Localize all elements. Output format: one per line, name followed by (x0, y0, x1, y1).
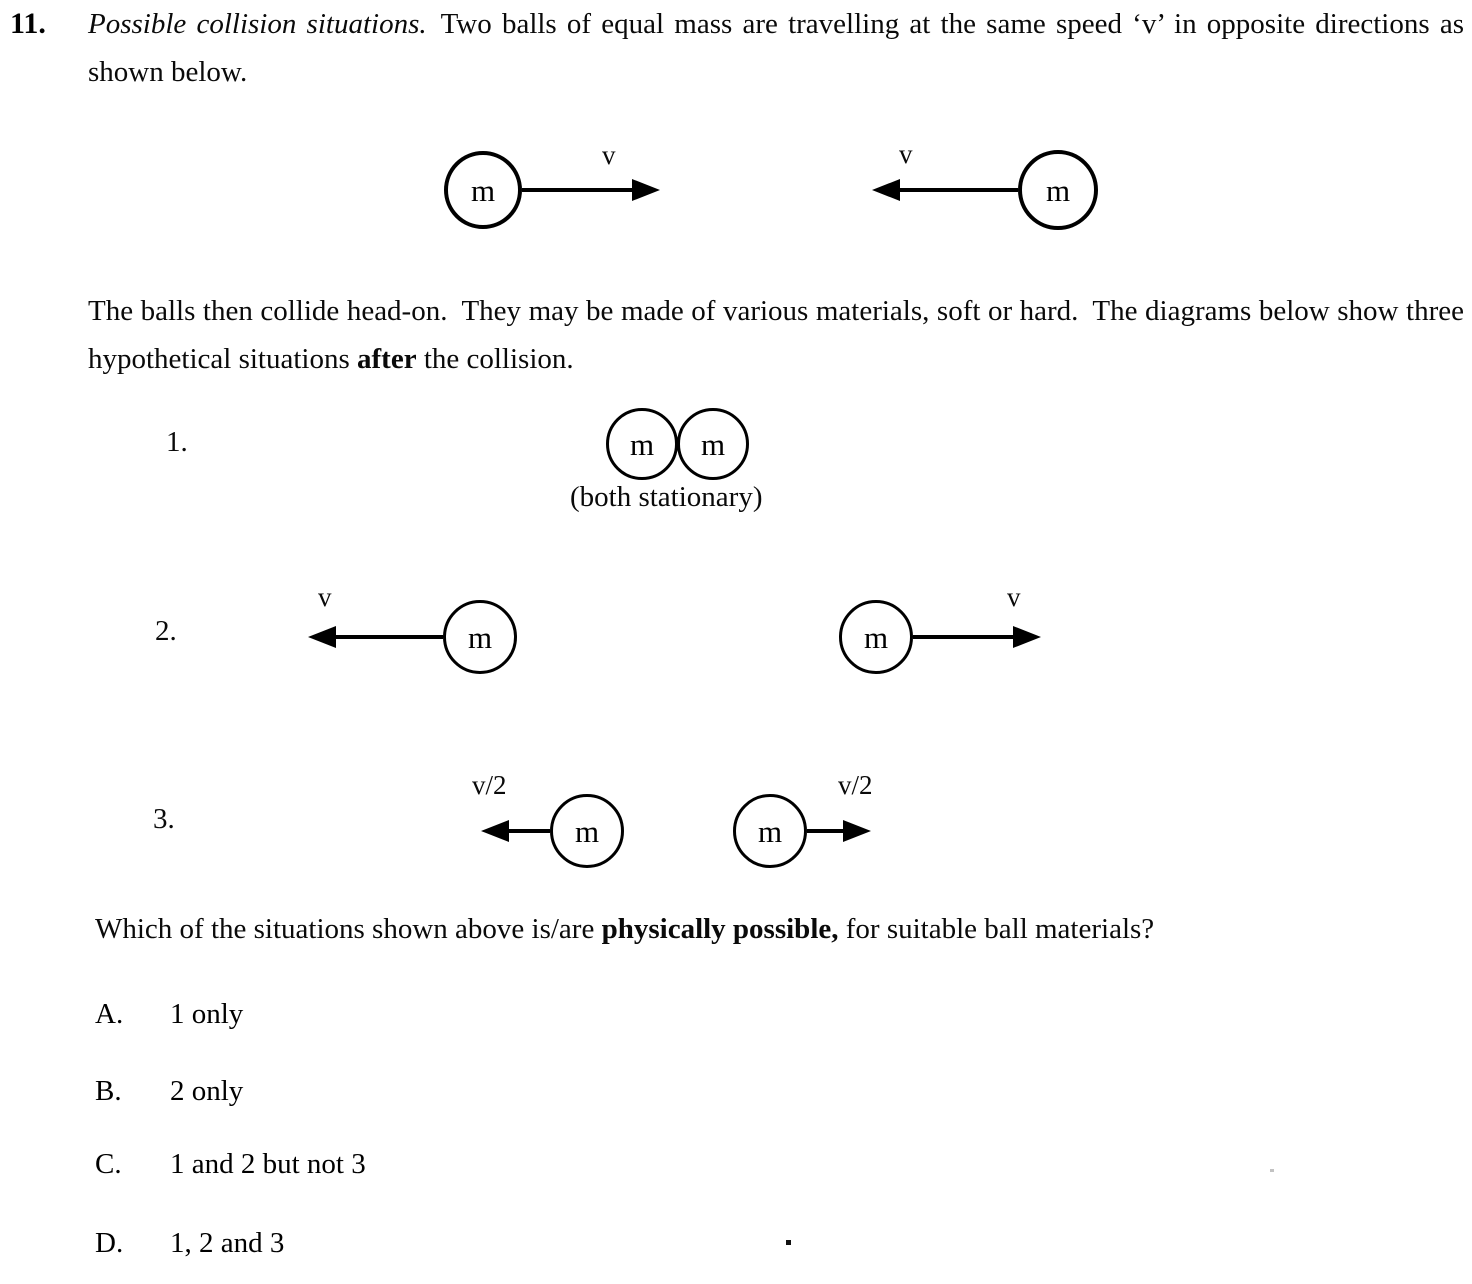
arrow-shaft (522, 188, 636, 192)
initial-right-ball (1018, 150, 1098, 230)
option-letter: B. (95, 1075, 122, 1107)
ball-label: m (757, 813, 783, 849)
para2-sentence-4: the collision. (416, 343, 574, 375)
prompt-bold: physically possible, (601, 913, 839, 945)
para2-bold-after: after (357, 343, 417, 375)
option-text: 1 and 2 but not 3 (170, 1148, 366, 1180)
ball-label: m (470, 172, 496, 208)
arrow-head (481, 820, 509, 842)
arrow-shaft (332, 635, 443, 639)
arrow-head (308, 626, 336, 648)
velocity-arrow-left-icon (308, 626, 443, 648)
ball-label: m (863, 619, 889, 655)
intro-paragraph (88, 0, 1464, 96)
arrow-head (1013, 626, 1041, 648)
option-text: 2 only (170, 1075, 244, 1107)
situation-3-left-velocity-label: v/2 (472, 770, 507, 800)
situation-1-right-ball (677, 408, 749, 480)
para2-sentence-3: The diagrams below show three hypothetical situations (88, 295, 1464, 375)
situation-3-number: 3. (153, 803, 175, 835)
initial-left-ball (444, 151, 522, 229)
scan-artifact-dot (786, 1240, 791, 1245)
ball-label: m (574, 813, 600, 849)
arrow-shaft (807, 829, 847, 833)
ball-label: m (1045, 172, 1071, 208)
option-letter: C. (95, 1148, 122, 1180)
collision-paragraph (88, 287, 1464, 383)
velocity-arrow-left-icon (872, 179, 1018, 201)
prompt-text-2: for suitable ball materials? (838, 913, 1155, 945)
option-letter: D. (95, 1227, 124, 1259)
arrow-head (872, 179, 900, 201)
intro-italic-title: Possible collision situations. (88, 8, 427, 40)
situation-2-number: 2. (155, 615, 177, 647)
situation-2-left-velocity-label: v (318, 582, 332, 612)
prompt-paragraph (95, 905, 1471, 953)
ball-label: m (700, 426, 726, 462)
intro-text: Two balls of equal mass are travelling at the same speed ‘v’ in opposite directions as shown below. (88, 8, 1464, 88)
situation-3-left-ball (550, 794, 624, 868)
para2-sentence-1: The balls then collide head-on. (88, 295, 448, 327)
situation-1-left-ball (606, 408, 678, 480)
situation-1-number: 1. (166, 426, 188, 458)
situation-2-left-ball (443, 600, 517, 674)
ball-label: m (467, 619, 493, 655)
situation-2-right-velocity-label: v (1007, 582, 1021, 612)
question-number: 11. (10, 7, 46, 40)
situation-2-right-ball (839, 600, 913, 674)
velocity-arrow-right-icon (807, 820, 871, 842)
situation-1-caption: (both stationary) (570, 481, 763, 513)
arrow-head (632, 179, 660, 201)
arrow-shaft (896, 188, 1018, 192)
ball-label: m (629, 426, 655, 462)
situation-3-right-ball (733, 794, 807, 868)
arrow-shaft (913, 635, 1017, 639)
arrow-head (843, 820, 871, 842)
velocity-arrow-right-icon (522, 179, 660, 201)
arrow-shaft (505, 829, 550, 833)
initial-right-velocity-label: v (899, 139, 913, 169)
option-text: 1, 2 and 3 (170, 1227, 285, 1259)
option-text: 1 only (170, 998, 244, 1030)
velocity-arrow-left-icon (481, 820, 550, 842)
para2-sentence-2: They may be made of various materials, soft or hard. (461, 295, 1079, 327)
option-letter: A. (95, 998, 124, 1030)
prompt-text-1: Which of the situations shown above is/are (95, 913, 602, 945)
velocity-arrow-right-icon (913, 626, 1041, 648)
scan-artifact-dot (1270, 1169, 1274, 1172)
initial-left-velocity-label: v (602, 140, 616, 170)
situation-3-right-velocity-label: v/2 (838, 770, 873, 800)
